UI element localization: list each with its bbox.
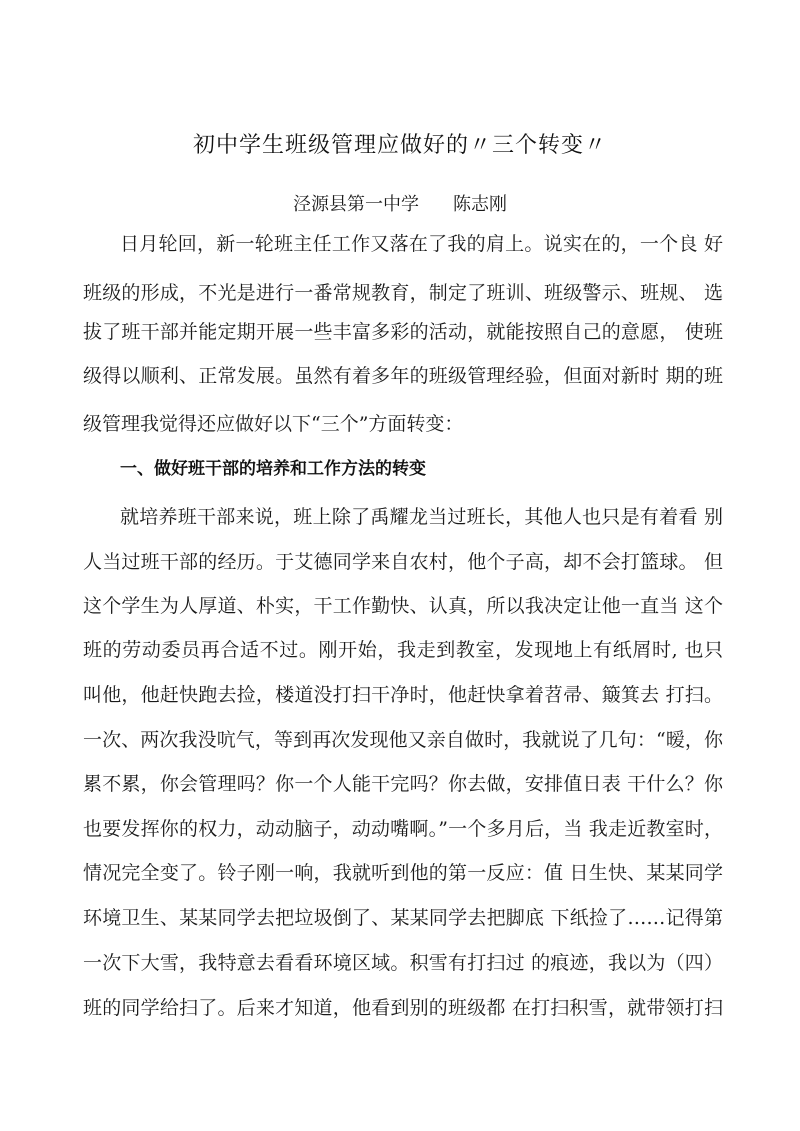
- section1-heading: 一、做好班干部的培养和工作方法的转变: [120, 459, 426, 479]
- paragraph1-line-5: 级管理我觉得还应做好以下“三个”方面转变：: [83, 413, 464, 435]
- paragraph2-line-8: 也要发挥你的权力，动动脑子，动动嘴啊。”一个多月后，当 我走近教室时，: [83, 818, 723, 840]
- paragraph2-line-4: 班的劳动委员再合适不过。刚开始，我走到教室，发现地上有纸屑时, 也只: [83, 639, 723, 661]
- paragraph1-line-1: 日月轮回，新一轮班主任工作又落在了我的肩上。说实在的，一个良 好: [120, 233, 723, 255]
- paragraph2-line-1: 就培养班干部来说，班上除了禹耀龙当过班长，其他人也只是有着看 别: [120, 506, 723, 528]
- paragraph1-line-3: 拔了班干部并能定期开展一些丰富多彩的活动，就能按照自己的意愿， 使班: [83, 321, 723, 343]
- paragraph2-line-3: 这个学生为人厚道、朴实，干工作勤快、认真，所以我决定让他一直当 这个: [83, 595, 723, 617]
- paragraph1-line-2: 班级的形成，不光是进行一番常规教育，制定了班训、班级警示、班规、 选: [83, 282, 723, 304]
- document-title: 初中学生班级管理应做好的〃三个转变〃: [192, 133, 607, 158]
- paragraph2-line-2: 人当过班干部的经历。于艾德同学来自农村，他个子高，却不会打篮球。 但: [83, 551, 723, 573]
- author-name: 陈志刚: [453, 194, 507, 215]
- paragraph2-line-10: 环境卫生、某某同学去把垃圾倒了、某某同学去把脚底 下纸捡了……记得第: [83, 907, 723, 929]
- author-line: [0, 190, 800, 216]
- paragraph2-line-11: 一次下大雪，我特意去看看环境区域。积雪有打扫过 的痕迹，我以为（四）: [83, 952, 723, 974]
- paragraph2-line-6: 一次、两次我没吭气，等到再次发现他又亲自做时，我就说了几句：“暧，你: [83, 729, 723, 751]
- author-school: 泾源县第一中学: [293, 194, 419, 215]
- paragraph1-line-4: 级得以顺利、正常发展。虽然有着多年的班级管理经验，但面对新时 期的班: [83, 365, 723, 387]
- paragraph2-line-7: 累不累，你会管理吗？你一个人能干完吗？你去做，安排值日表 干什么？你: [83, 773, 723, 795]
- paragraph2-line-9: 情况完全变了。铃子刚一响，我就听到他的第一反应：值 日生快、某某同学: [83, 862, 723, 884]
- paragraph2-line-12: 班的同学给扫了。后来才知道，他看到别的班级都 在打扫积雪，就带领打扫: [83, 997, 723, 1019]
- paragraph2-line-5: 叫他，他赶快跑去捡，楼道没打扫干净时，他赶快拿着苕帚、簸箕去 打扫。: [83, 684, 723, 706]
